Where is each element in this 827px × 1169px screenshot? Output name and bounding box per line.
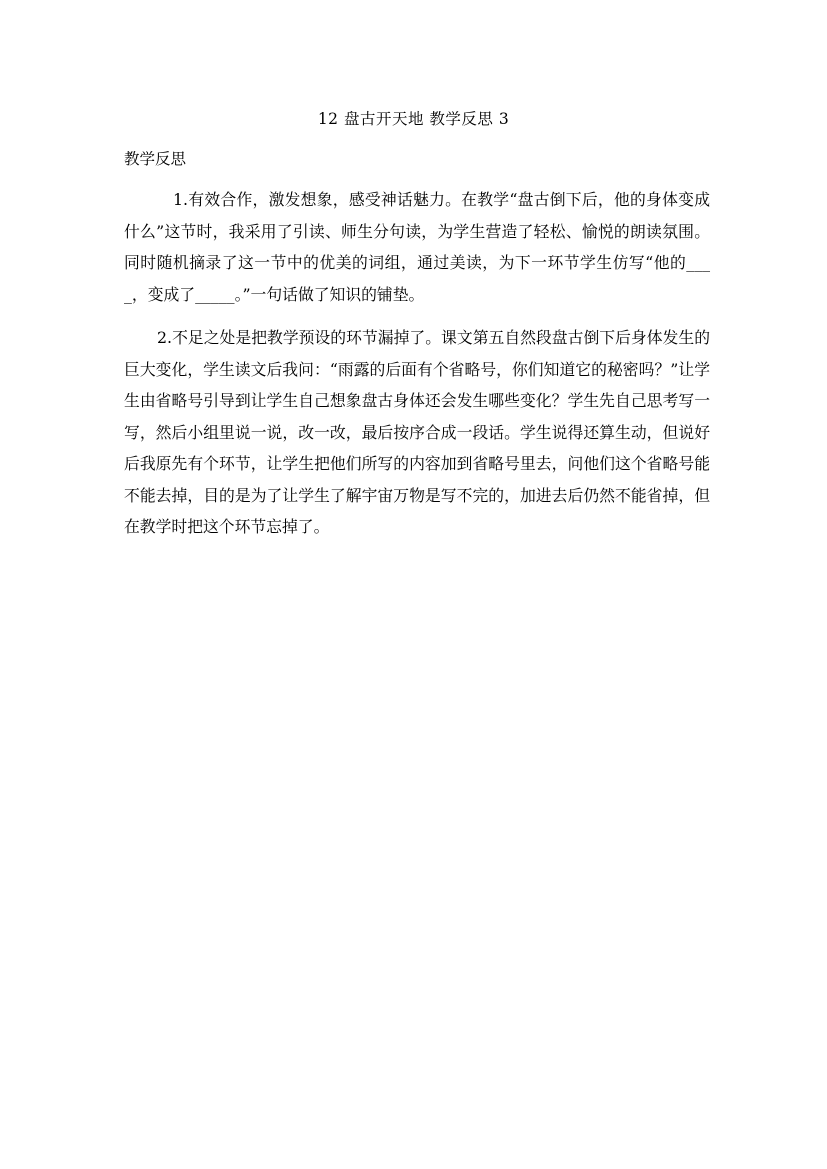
paragraph-2: 2.不足之处是把教学预设的环节漏掉了。课文第五自然段盘古倒下后身体发生的巨大变化，学生读文后我问：“雨露的后面有个省略号，你们知道它的秘密吗？”让学生由省略号引导到让学生自己想象盘古身体还会发生哪些变化？学生先自己思考写一写，然后小组里说一说，改一改，最后按序合成一段话。学生说得还算生动，但说好后我原先有个环节，让学生把他们所写的内容加到省略号里去，问他们这个省略号能不能去掉，目的是为了让学生了解宇宙万物是写不完的，加进去后仍然不能省掉，但在教学时把这个环节忘掉了。 <box>124 328 710 536</box>
section-heading: 教学反思 <box>124 150 187 168</box>
paragraph-1: 1.有效合作，激发想象，感受神话魅力。在教学“盘古倒下后，他的身体变成什么”这节时，我采用了引读、师生分句读，为学生营造了轻松、愉悦的朗读氛围。同时随机摘录了这一节中的优美的词组，通过美读，为下一环节学生仿写“他的____，变成了_____。”一句话做了知识的铺垫。 <box>124 190 710 304</box>
document-title: 12 盘古开天地 教学反思 3 <box>317 110 510 128</box>
